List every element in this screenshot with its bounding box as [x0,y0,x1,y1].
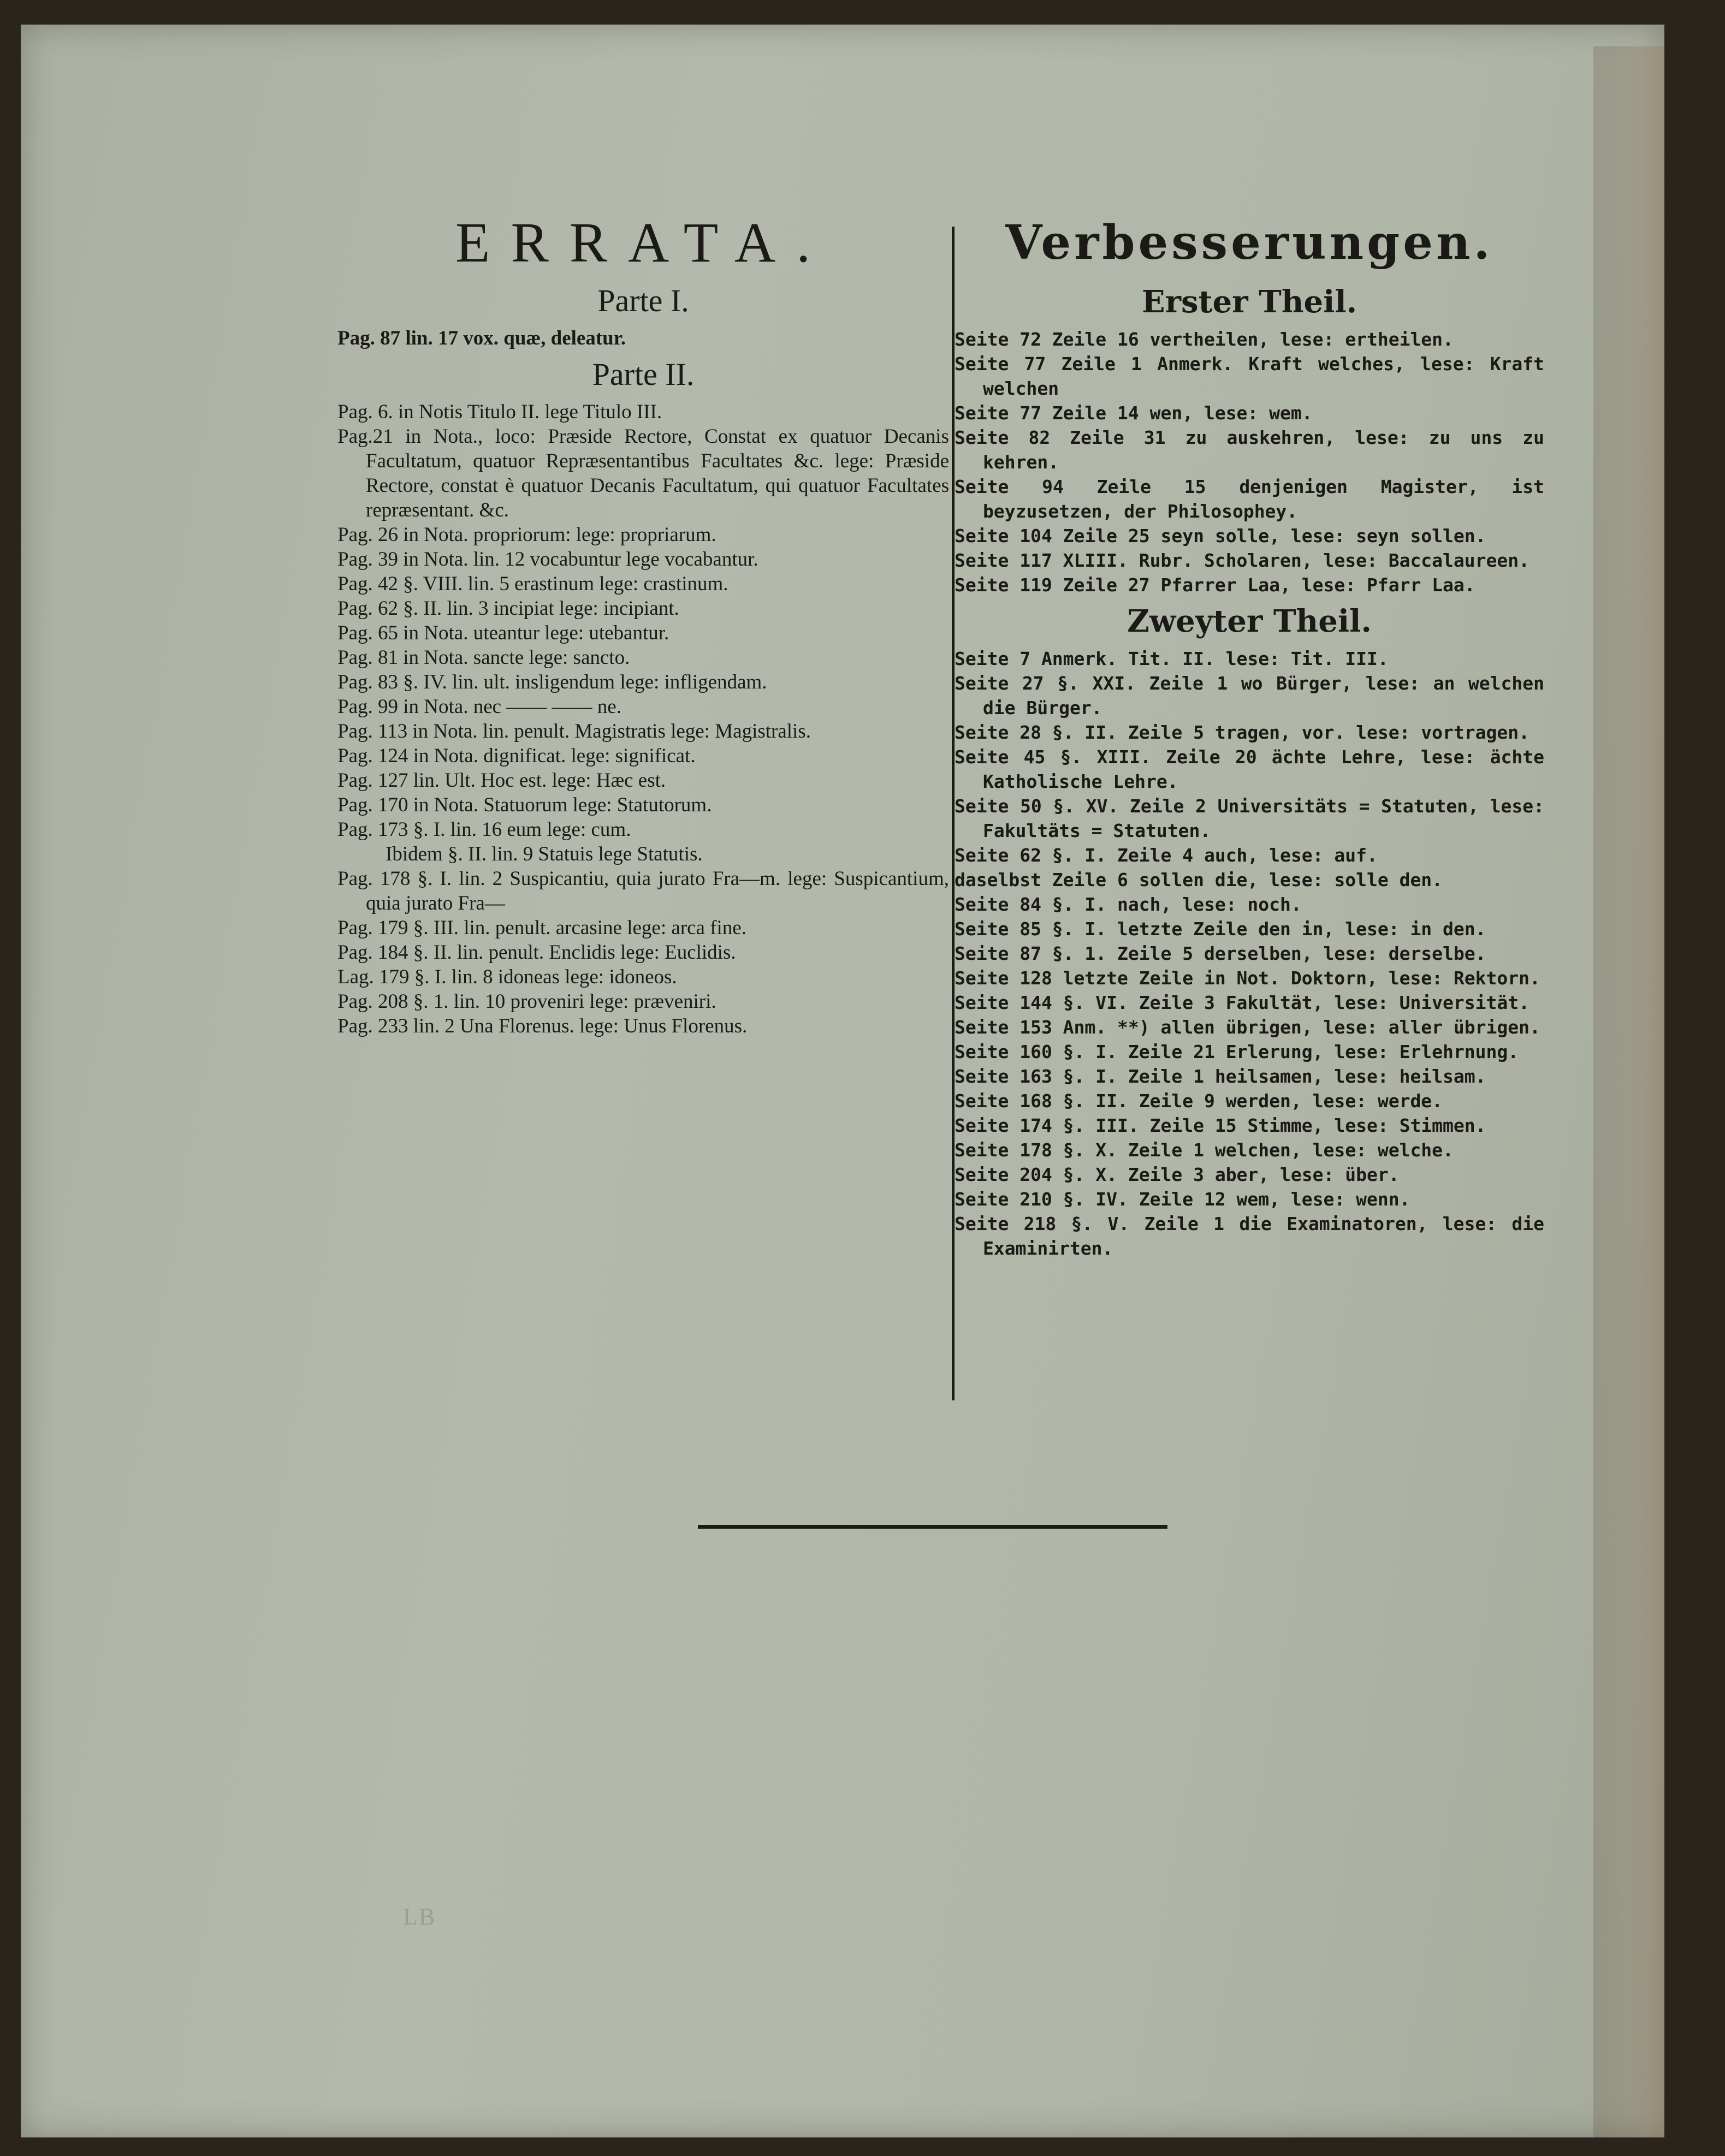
correction-entry: Seite 7 Anmerk. Tit. II. lese: Tit. III. [955,648,1389,669]
errata-entry: Pag. 62 §. II. lin. 3 incipiat lege: incipiant. [337,597,679,620]
correction-entry: Seite 94 Zeile 15 denjenigen Magister, ist beyzusetzen, der Philosophey. [955,476,1544,522]
correction-entry: Seite 210 §. IV. Zeile 12 wem, lese: wenn. [955,1189,1410,1210]
correction-entry: Seite 45 §. XIII. Zeile 20 ächte Lehre, lese: ächte Katholische Lehre. [955,746,1544,792]
correction-entry: Seite 119 Zeile 27 Pfarrer Laa, lese: Pfarr Laa. [955,574,1475,596]
errata-entry: Ibidem §. II. lin. 9 Statuis lege Statutis. [386,843,703,865]
erster-theil-heading: Erster Theil. [1141,284,1358,320]
faint-stamp-mark: LB [403,1903,436,1930]
errata-entry: Pag. 170 in Nota. Statuorum lege: Statutorum. [337,794,712,816]
closing-rule [698,1525,1167,1529]
parte-1-list [337,326,949,351]
errata-entry: Pag. 83 §. IV. lin. ult. insligendum lege: infligendam. [337,671,767,693]
errata-latin-column [337,210,949,1038]
errata-entry: Pag. 124 in Nota. dignificat. lege: significat. [337,745,696,767]
correction-entry: Seite 174 §. III. Zeile 15 Stimme, lese: Stimmen. [955,1115,1486,1136]
errata-entry: Pag. 99 in Nota. nec —— —— ne. [337,696,621,718]
errata-entry: Pag. 26 in Nota. propriorum: lege: propriarum. [337,524,716,546]
correction-entry: Seite 128 letzte Zeile in Not. Doktorn, lese: Rektorn. [955,967,1540,989]
correction-entry: Seite 50 §. XV. Zeile 2 Universitäts = Statuten, lese: Fakultäts = Statuten. [955,795,1544,841]
correction-entry: Seite 84 §. I. nach, lese: noch. [955,894,1302,915]
correction-entry: Seite 153 Anm. **) allen übrigen, lese: aller übrigen. [955,1017,1540,1038]
zweyter-theil-heading: Zweyter Theil. [1127,603,1372,639]
correction-entry: Seite 163 §. I. Zeile 1 heilsamen, lese: heilsam. [955,1066,1486,1087]
correction-entry: Seite 204 §. X. Zeile 3 aber, lese: über. [955,1164,1400,1185]
errata-entry: Pag. 87 lin. 17 vox. quæ, deleatur. [337,327,626,349]
correction-entry: Seite 82 Zeile 31 zu auskehren, lese: zu uns zu kehren. [955,427,1544,473]
errata-entry: Pag. 127 lin. Ult. Hoc est. lege: Hæc est. [337,769,666,792]
errata-entry: Pag. 39 in Nota. lin. 12 vocabuntur lege vocabantur. [337,548,758,571]
parte-2-heading: Parte II. [592,357,695,392]
correction-entry: Seite 144 §. VI. Zeile 3 Fakultät, lese: Universität. [955,992,1530,1013]
correction-entry: Seite 62 §. I. Zeile 4 auch, lese: auf. [955,845,1378,866]
correction-entry: Seite 117 XLIII. Rubr. Scholaren, lese: Baccalaureen. [955,550,1530,571]
book-page [21,25,1664,2137]
errata-entry: Pag. 81 in Nota. sancte lege: sancto. [337,646,630,669]
erster-theil-list [955,327,1544,597]
page-edge [1593,46,1664,2137]
correction-entry: Seite 77 Zeile 1 Anmerk. Kraft welches, lese: Kraft welchen [955,353,1544,399]
correction-entry: Seite 218 §. V. Zeile 1 die Examinatoren, lese: die Examinirten. [955,1213,1544,1259]
correction-entry: daselbst Zeile 6 sollen die, lese: solle den. [955,869,1443,890]
errata-entry: Pag. 42 §. VIII. lin. 5 erastinum lege: crastinum. [337,573,728,595]
verbesserungen-title: Verbesserungen. [1005,215,1493,270]
correction-entry: Seite 87 §. 1. Zeile 5 derselben, lese: derselbe. [955,943,1486,964]
correction-entry: Seite 85 §. I. letzte Zeile den in, lese: in den. [955,918,1486,940]
errata-entry: Pag. 6. in Notis Titulo II. lege Titulo III. [337,401,662,423]
errata-entry: Pag. 208 §. 1. lin. 10 proveniri lege: præveniri. [337,990,716,1013]
errata-entry: Pag. 113 in Nota. lin. penult. Magistratis lege: Magistralis. [337,720,811,743]
correction-entry: Seite 27 §. XXI. Zeile 1 wo Bürger, lese: an welchen die Bürger. [955,673,1544,718]
correction-entry: Seite 178 §. X. Zeile 1 welchen, lese: welche. [955,1139,1454,1161]
errata-entry: Pag.21 in Nota., loco: Præside Rectore, Constat ex quatuor Decanis Facultatum, quatuor Repræsentantibus Facultates &c. lege: Præside Rectore, constat è quatuor Decanis Facultatum, qui quatuor Facultates repræsentant. &c. [337,425,949,521]
zweyter-theil-list [955,646,1544,1261]
errata-entry: Pag. 179 §. III. lin. penult. arcasine lege: arca fine. [337,917,746,939]
correction-entry: Seite 77 Zeile 14 wen, lese: wem. [955,402,1313,424]
parte-1-heading: Parte I. [597,283,689,318]
errata-entry: Pag. 184 §. II. lin. penult. Enclidis lege: Euclidis. [337,941,736,964]
correction-entry: Seite 168 §. II. Zeile 9 werden, lese: werde. [955,1090,1443,1112]
correction-entry: Seite 28 §. II. Zeile 5 tragen, vor. lese: vortragen. [955,722,1530,743]
correction-entry: Seite 104 Zeile 25 seyn solle, lese: seyn sollen. [955,525,1486,547]
errata-entry: Pag. 178 §. I. lin. 2 Suspicantiu, quia jurato Fra—m. lege: Suspicantium, quia jurato Fra— [337,868,949,914]
errata-title: ERRATA. [455,211,832,274]
errata-entry: Pag. 173 §. I. lin. 16 eum lege: cum. [337,818,631,841]
errata-entry: Pag. 65 in Nota. uteantur lege: utebantur. [337,622,669,644]
parte-2-list [337,400,949,1038]
correction-entry: Seite 160 §. I. Zeile 21 Erlerung, lese: Erlehrnung. [955,1041,1519,1062]
errata-entry: Pag. 233 lin. 2 Una Florenus. lege: Unus Florenus. [337,1015,748,1037]
correction-entry: Seite 72 Zeile 16 vertheilen, lese: ertheilen. [955,329,1454,350]
errata-entry: Lag. 179 §. I. lin. 8 idoneas lege: idoneos. [337,966,677,988]
verbesserungen-german-column [955,210,1544,1261]
